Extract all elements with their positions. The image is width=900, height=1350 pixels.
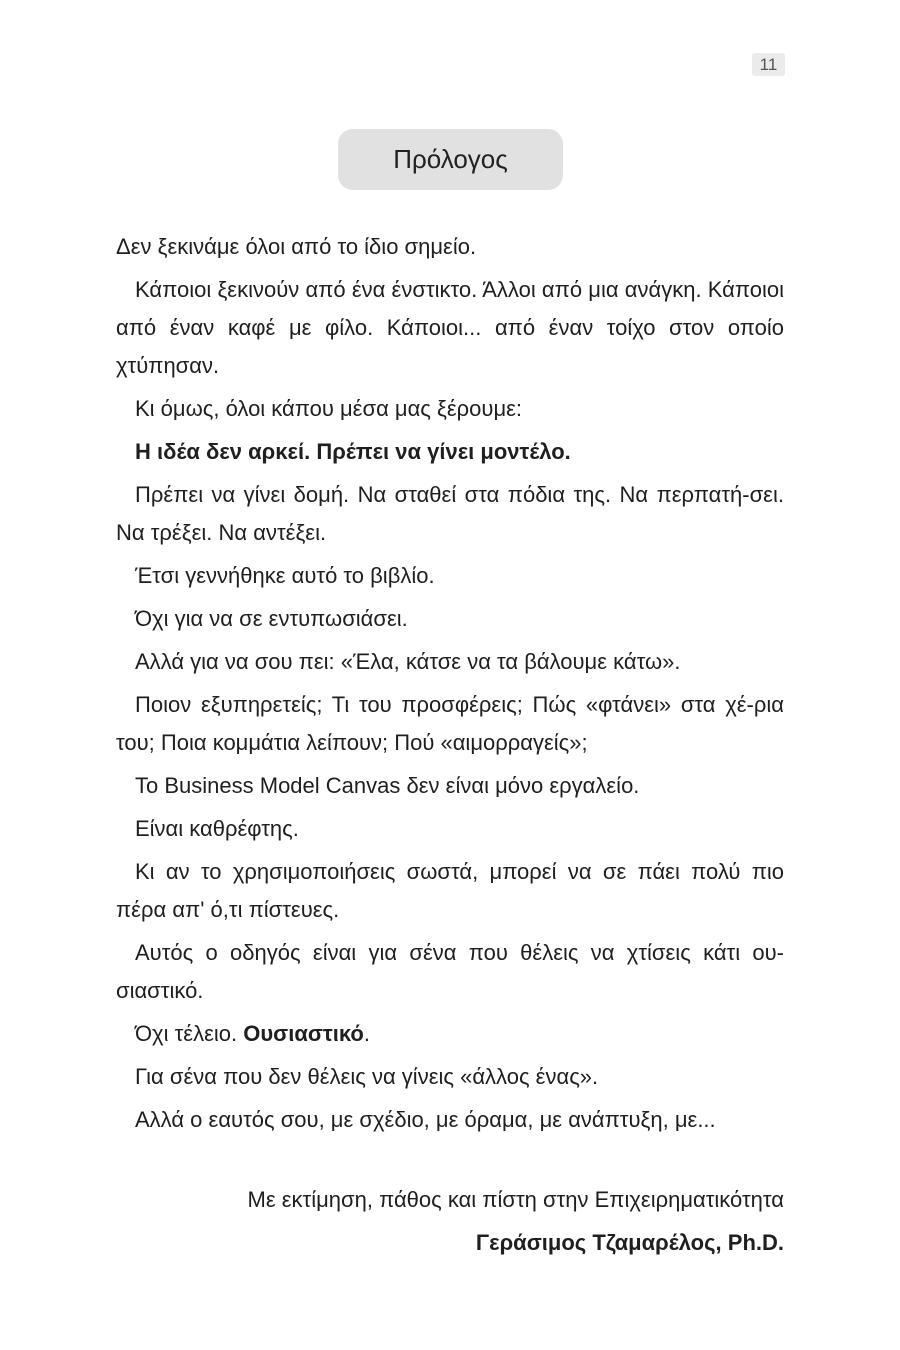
paragraph: Κι όμως, όλοι κάπου μέσα μας ξέρουμε: bbox=[135, 396, 523, 421]
paragraph: Αλλά ο εαυτός σου, με σχέδιο, με όραμα, με ανάπτυξη, με... bbox=[135, 1107, 716, 1132]
prologue-body bbox=[116, 228, 784, 1144]
paragraph: Για σένα που δεν θέλεις να γίνεις «άλλος ένας». bbox=[135, 1064, 599, 1089]
chapter-title-box bbox=[338, 129, 563, 190]
paragraph-bold-word: Ουσιαστικό bbox=[243, 1021, 364, 1046]
paragraph: Κι αν το χρησιμοποιήσεις σωστά, μπορεί να σε πάει πολύ πιο πέρα απ' ό,τι πίστευες. bbox=[116, 859, 784, 922]
signature-block bbox=[116, 1181, 784, 1267]
paragraph: Έτσι γεννήθηκε αυτό το βιβλίο. bbox=[135, 563, 435, 588]
paragraph: Το Business Model Canvas δεν είναι μόνο εργαλείο. bbox=[135, 773, 640, 798]
paragraph-emphasis: Η ιδέα δεν αρκεί. Πρέπει να γίνει μοντέλο. bbox=[135, 439, 571, 464]
paragraph: Κάποιοι ξεκινούν από ένα ένστικτο. Άλλοι από μια ανάγκη. Κάποιοι από έναν καφέ με φίλο. Κάποιοι... από έναν τοίχο στον οποίο χτύπησαν. bbox=[116, 277, 784, 378]
paragraph: Ποιον εξυπηρετείς; Τι του προσφέρεις; Πώς «φτάνει» στα χέ-ρια του; Ποια κομμάτια λείπουν; Πού «αιμορραγείς»; bbox=[116, 692, 784, 755]
signature-line: Με εκτίμηση, πάθος και πίστη στην Επιχειρηματικότητα bbox=[247, 1187, 784, 1212]
paragraph: Είναι καθρέφτης. bbox=[135, 816, 299, 841]
chapter-title: Πρόλογος bbox=[393, 144, 508, 174]
paragraph: Πρέπει να γίνει δομή. Να σταθεί στα πόδια της. Να περπατή-σει. Να τρέξει. Να αντέξει. bbox=[116, 482, 784, 545]
page-number: 11 bbox=[752, 53, 785, 76]
paragraph: Αλλά για να σου πει: «Έλα, κάτσε να τα βάλουμε κάτω». bbox=[135, 649, 681, 674]
paragraph-mixed bbox=[116, 1015, 784, 1053]
signature-author: Γεράσιμος Τζαμαρέλος, Ph.D. bbox=[475, 1230, 784, 1255]
paragraph: Δεν ξεκινάμε όλοι από το ίδιο σημείο. bbox=[116, 234, 477, 259]
paragraph-text: Όχι τέλειο. bbox=[135, 1021, 244, 1046]
paragraph: Όχι για να σε εντυπωσιάσει. bbox=[135, 606, 408, 631]
paragraph-text: . bbox=[363, 1021, 370, 1046]
paragraph: Αυτός ο οδηγός είναι για σένα που θέλεις να χτίσεις κάτι ου-σιαστικό. bbox=[116, 940, 784, 1003]
